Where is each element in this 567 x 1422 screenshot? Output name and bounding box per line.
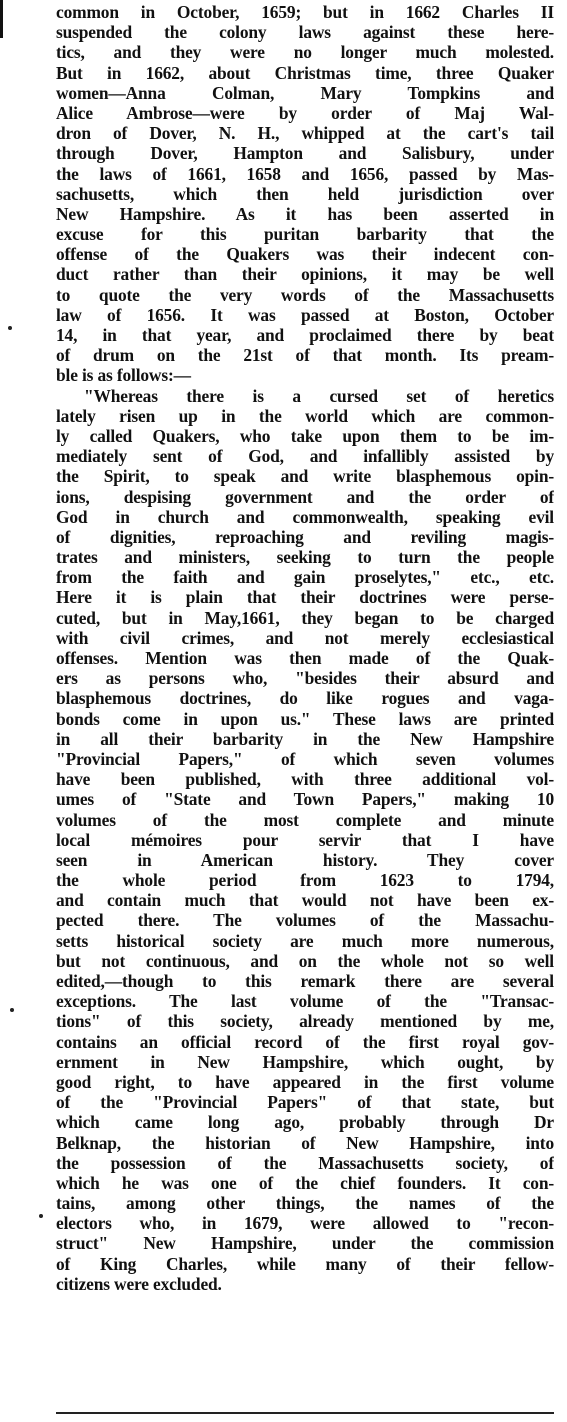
page-edge-mark bbox=[0, 0, 3, 38]
text-line: "Provincial Papers," of which seven volumes bbox=[56, 748, 554, 769]
text-line: excuse for this puritan barbarity that the bbox=[56, 224, 554, 245]
column-end-rule bbox=[56, 1412, 554, 1414]
text-line: of dignities, reproaching and reviling magis- bbox=[56, 526, 554, 547]
text-line: the laws of 1661, 1658 and 1656, passed by Mas- bbox=[56, 163, 554, 184]
text-line: volumes of the most complete and minute bbox=[56, 809, 554, 830]
text-line: Alice Ambrose—were by order of Maj Wal- bbox=[56, 102, 554, 123]
text-line: to quote the very words of the Massachusetts bbox=[56, 284, 554, 305]
text-line: suspended the colony laws against these here- bbox=[56, 22, 554, 43]
text-line: God in church and commonwealth, speaking evil bbox=[56, 506, 554, 527]
text-line: ly called Quakers, who take upon them to be im- bbox=[56, 425, 554, 446]
text-line: mediately sent of God, and infallibly assisted by bbox=[56, 446, 554, 467]
margin-speck bbox=[10, 1008, 14, 1012]
text-line: offenses. Mention was then made of the Quak- bbox=[56, 648, 554, 668]
text-line: New Hampshire. As it has been asserted in bbox=[56, 203, 554, 224]
text-line: through Dover, Hampton and Salisbury, under bbox=[56, 143, 554, 164]
text-line: contains an official record of the first royal gov- bbox=[56, 1031, 554, 1052]
text-line: lately risen up in the world which are common- bbox=[56, 405, 554, 426]
text-line: pected there. The volumes of the Massachu- bbox=[56, 910, 554, 931]
article-column bbox=[56, 2, 554, 1294]
text-line: blasphemous doctrines, do like rogues and vaga- bbox=[56, 688, 554, 709]
text-line: of drum on the 21st of that month. Its pream- bbox=[56, 345, 554, 366]
text-line: But in 1662, about Christmas time, three Quaker bbox=[56, 62, 554, 83]
text-line: ble is as follows:— bbox=[56, 365, 191, 386]
text-line: 14, in that year, and proclaimed there by beat bbox=[56, 325, 554, 345]
text-line: struct" New Hampshire, under the commission bbox=[56, 1233, 554, 1254]
text-line: the Spirit, to speak and write blasphemous opin- bbox=[56, 466, 554, 487]
text-line: tics, and they were no longer much molested. bbox=[56, 42, 554, 63]
text-line: ions, despising government and the order of bbox=[56, 486, 554, 507]
text-line: dron of Dover, N. H., whipped at the cart's tail bbox=[56, 123, 554, 144]
text-line: offense of the Quakers was their indecent con- bbox=[56, 244, 554, 265]
text-line: electors who, in 1679, were allowed to "recon- bbox=[56, 1213, 554, 1234]
text-line: citizens were excluded. bbox=[56, 1273, 222, 1294]
text-line: in all their barbarity in the New Hampshire bbox=[56, 728, 554, 749]
text-line: local mémoires pour servir that I have bbox=[56, 829, 554, 850]
text-line: ernment in New Hampshire, which ought, by bbox=[56, 1051, 554, 1072]
text-line: common in October, 1659; but in 1662 Charles II bbox=[56, 2, 554, 22]
text-line: tions" of this society, already mentioned by me, bbox=[56, 1011, 554, 1032]
text-line: with civil crimes, and not merely ecclesiastical bbox=[56, 627, 554, 648]
text-line: trates and ministers, seeking to turn the people bbox=[56, 547, 554, 568]
text-line: ers as persons who, "besides their absurd and bbox=[56, 668, 554, 689]
text-line: have been published, with three additional vol- bbox=[56, 769, 554, 790]
margin-speck bbox=[39, 1214, 43, 1218]
text-line: good right, to have appeared in the first volume bbox=[56, 1071, 554, 1092]
text-line: of the "Provincial Papers" of that state, but bbox=[56, 1092, 554, 1113]
text-line: duct rather than their opinions, it may be well bbox=[56, 264, 554, 285]
text-line: setts historical society are much more numerous, bbox=[56, 930, 554, 951]
text-line: tains, among other things, the names of the bbox=[56, 1193, 554, 1214]
text-line: "Whereas there is a cursed set of heretics bbox=[84, 385, 554, 406]
text-line: exceptions. The last volume of the "Transac- bbox=[56, 991, 554, 1012]
text-line: sachusetts, which then held jurisdiction over bbox=[56, 183, 554, 204]
text-line: seen in American history. They cover bbox=[56, 849, 554, 870]
text-line: law of 1656. It was passed at Boston, October bbox=[56, 304, 554, 325]
text-line: Here it is plain that their doctrines were perse- bbox=[56, 587, 554, 608]
text-line: women—Anna Colman, Mary Tompkins and bbox=[56, 82, 554, 103]
text-line: which came long ago, probably through Dr bbox=[56, 1112, 554, 1133]
text-line: edited,—though to this remark there are several bbox=[56, 971, 554, 991]
text-line: bonds come in upon us." These laws are printed bbox=[56, 708, 554, 729]
text-line: cuted, but in May,1661, they began to be charged bbox=[56, 607, 554, 628]
text-line: umes of "State and Town Papers," making 10 bbox=[56, 789, 554, 810]
margin-speck bbox=[8, 326, 12, 330]
text-line: but not continuous, and on the whole not so well bbox=[56, 950, 554, 971]
text-line: the possession of the Massachusetts society, of bbox=[56, 1152, 554, 1173]
text-line: and contain much that would not have been ex- bbox=[56, 890, 554, 911]
text-line: from the faith and gain proselytes," etc., etc. bbox=[56, 567, 554, 588]
text-line: the whole period from 1623 to 1794, bbox=[56, 870, 554, 891]
text-line: of King Charles, while many of their fellow- bbox=[56, 1253, 554, 1274]
text-line: Belknap, the historian of New Hampshire, into bbox=[56, 1132, 554, 1153]
text-line: which he was one of the chief founders. It con- bbox=[56, 1172, 554, 1193]
